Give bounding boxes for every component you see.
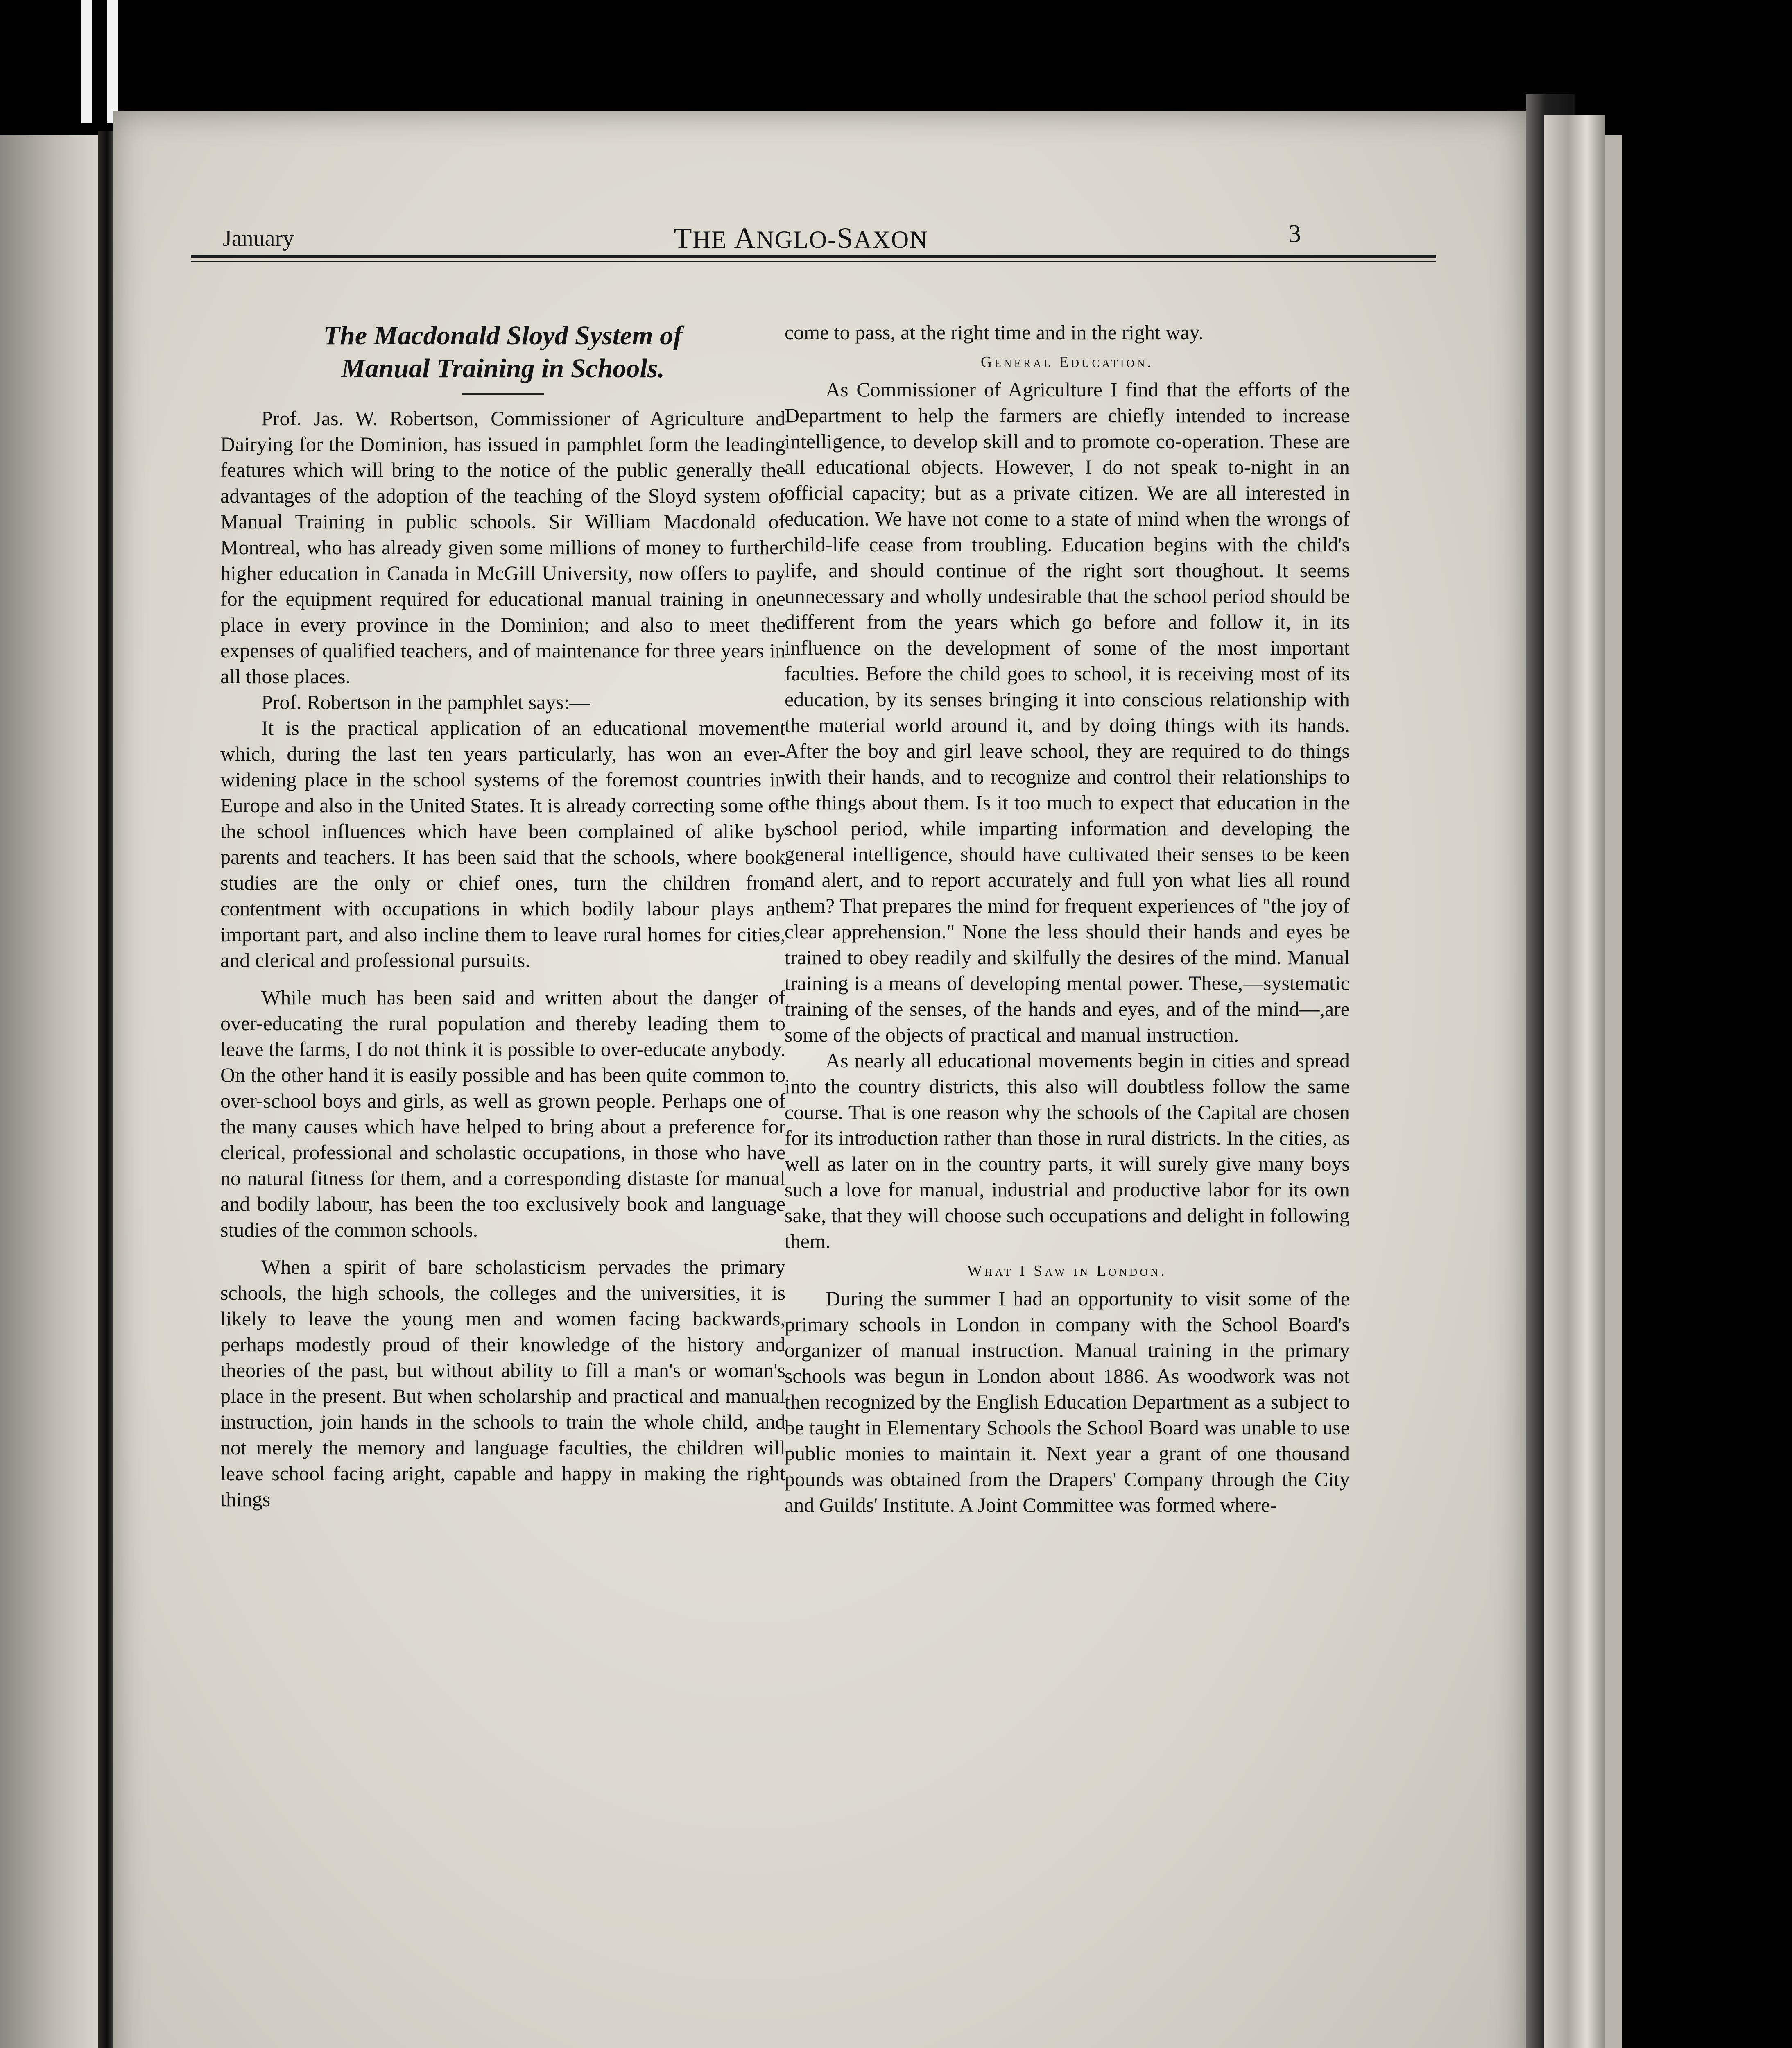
section-subhead: General Education. — [980, 353, 1154, 371]
header-rule — [191, 255, 1436, 258]
paragraph: It is the practical application of an educational movement which, during the last ten years particularly, has won an ever-widening place in the school systems of the foremost countries in Europe and also in the United States. It is already correcting some of the school influences which have been complained of alike by parents and teachers. It has been said that the schools, where book studies are the only or chief ones, turn the children from contentment with occupations in which bodily labour plays an important part, and also incline them to leave rural homes for cities, and clerical and professional pursuits. — [220, 716, 785, 972]
headline-line-2: Manual Training in Schools. — [341, 353, 665, 383]
page-number: 3 — [1288, 220, 1301, 248]
book-gutter — [98, 131, 113, 2048]
section-subhead: What I Saw in London. — [967, 1262, 1167, 1280]
paragraph: When a spirit of bare scholasticism pervades the primary schools, the high schools, the colleges and the universities, it is likely to leave the young men and women facing backwards, perhaps modestly proud of their knowledge of the history and theories of the past, but without ability to fill a man's or woman's place in the present. But when scholarship and practical and manual instruction, join hands in the schools to train the whole child, and not merely the memory and language faculties, the children will leave school facing aright, capable and happy in making the right things — [220, 1255, 785, 1511]
paragraph-continuation: come to pass, at the right time and in the right way. — [785, 321, 1204, 344]
film-sprocket-mark — [81, 0, 92, 123]
book-cover-edge — [1544, 115, 1605, 2048]
headline-rule — [462, 393, 544, 395]
paragraph: During the summer I had an opportunity to visit some of the primary schools in London in company with the School Board's organizer of manual instruction. Manual training in the primary schools was begun in London about 1886. As woodwork was not then recognized by the English Education Department as a subject to be taught in Elementary Schools the School Board was unable to use public monies to maintain it. Next year a grant of one thousand pounds was obtained from the Drapers' Company through the City and Guilds' Institute. A Joint Committee was formed where- — [785, 1287, 1350, 1516]
paragraph: While much has been said and written about the danger of over-educating the rural population and thereby leading them to leave the farms, I do not think it is possible to over-educate anybody. On the other hand it is easily possible and has been quite common to over-school boys and girls, as well as grown people. Perhaps one of the many causes which have helped to bring about a preference for clerical, professional and scholastic occupations, in those who have no natural fitness for them, and a corresponding distaste for manual and bodily labour, has been the too exclusively book and language studies of the common schools. — [220, 986, 785, 1241]
film-sprocket-mark — [107, 0, 118, 123]
article-headline — [220, 319, 785, 385]
running-head-title: THE ANGLO-SAXON — [674, 222, 928, 254]
left-column — [220, 319, 785, 1512]
header-rule-thin — [191, 261, 1436, 262]
running-head-month: January — [223, 226, 294, 251]
previous-page-edge — [0, 135, 98, 2048]
paragraph: Prof. Robertson in the pamphlet says:— — [261, 691, 590, 714]
right-column — [785, 319, 1350, 1518]
paragraph: As Commissioner of Agriculture I find that the efforts of the Department to help the farmers are chiefly intended to increase intelligence, to develop skill and to promote co-operation. These are all educational objects. However, I do not speak to-night in an official capacity; but as a private citizen. We are all interested in education. We have not come to a state of mind when the wrongs of child-life cease from troubling. Education begins with the child's life, and should continue of the right sort thoughout. It seems unnecessary and wholly undesirable that the school period should be different from the years which go before and follow it, in its influence on the development of some of the most important faculties. Before the child goes to school, it is receiving most of its education, by its senses bringing it into conscious relationship with the material world around it, and by doing things with its hands. After the boy and girl leave school, they are required to do things with their hands, and to recognize and control their relationships to the things about them. Is it too much to expect that education in the school period, while imparting information and developing the general intelligence, should have cultivated their senses to be keen and alert, and to report accurately and full yon what lies all round them? That prepares the mind for frequent experiences of "the joy of clear apprehension." None the less should their hands and eyes be trained to obey readily and skilfully the desires of the mind. Manual training is a means of developing mental power. These,—systematic training of the senses, of the hands and eyes, and of the mind—,are some of the objects of practical and manual instruction. — [785, 378, 1350, 1046]
headline-line-1: The Macdonald Sloyd System of — [323, 321, 683, 351]
book-cover-edge-inner — [1605, 135, 1622, 2048]
paragraph: Prof. Jas. W. Robertson, Commissioner of Agriculture and Dairying for the Dominion, has issued in pamphlet form the leading features which will bring to the notice of the public generally the advantages of the adoption of the teaching of the Sloyd system of Manual Training in public schools. Sir William Macdonald of Montreal, who has already given some millions of money to further higher education in Canada in McGill University, now offers to pay for the equipment required for educational manual training in one place in every province in the Dominion; and also to meet the expenses of qualified teachers, and of maintenance for three years in all those places. — [220, 407, 785, 688]
document-page — [113, 111, 1526, 2048]
paragraph: As nearly all educational movements begin in cities and spread into the country districts, this also will doubtless follow the same course. That is one reason why the schools of the Capital are chosen for its introduction rather than those in rural districts. In the cities, as well as later on in the country parts, it will surely give many boys such a love for manual, industrial and productive labor for its own sake, that they will choose such occupations and delight in following them. — [785, 1049, 1350, 1253]
